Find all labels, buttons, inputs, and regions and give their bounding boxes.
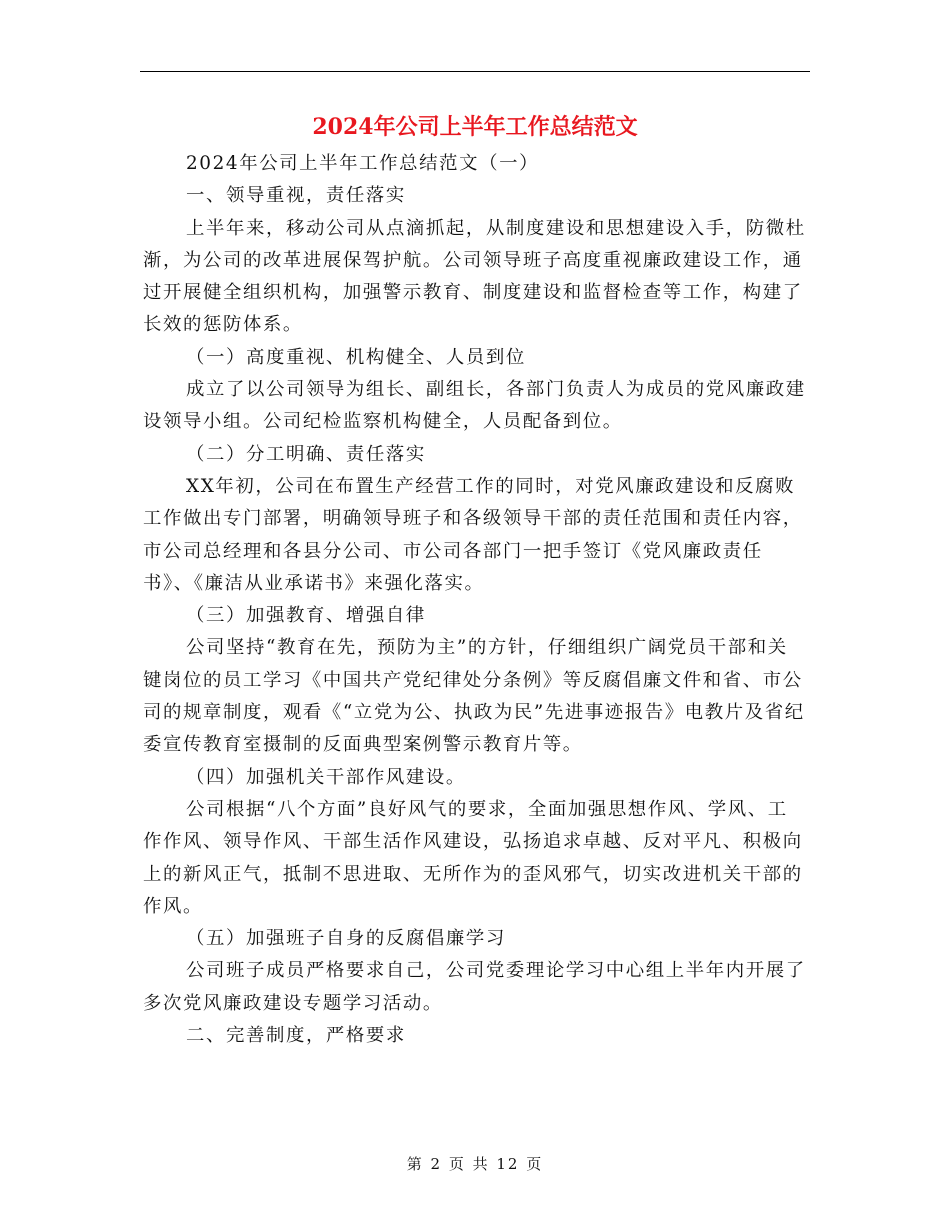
subsection-heading-3: （三）加强教育、增强自律: [186, 605, 426, 627]
body-paragraph: 公司坚持“教育在先，预防为主”的方针，仔细组织广阔党员干部和关键岗位的员工学习《中国共产党纪律处分条例》等反腐倡廉文件和省、市公司的规章制度，观看《“立党为公、执政为民”先进事迹报告》电教片及省纪委宣传教育室摄制的反面典型案例警示教育片等。: [143, 637, 805, 756]
subsection-heading-4: （四）加强机关干部作风建设。: [186, 766, 466, 788]
body-paragraph: 公司班子成员严格要求自己，公司党委理论学习中心组上半年内开展了多次党风廉政建设专题学习活动。: [143, 960, 806, 1014]
subsection-heading-5: （五）加强班子自身的反腐倡廉学习: [186, 928, 506, 950]
subtitle-paragraph: 2024年公司上半年工作总结范文（一）: [186, 153, 540, 174]
header-rule: [140, 71, 810, 72]
section-heading-2: 二、完善制度，严格要求: [186, 1025, 406, 1047]
body-paragraph: 上半年来，移动公司从点滴抓起，从制度建设和思想建设入手，防微杜渐，为公司的改革进展保驾护航。公司领导班子高度重视廉政建设工作，通过开展健全组织机构，加强警示教育、制度建设和监督检查等工作，构建了长效的惩防体系。: [143, 217, 806, 336]
document-title: 2024年公司上半年工作总结范文: [312, 114, 638, 140]
body-paragraph: 成立了以公司领导为组长、副组长，各部门负责人为成员的党风廉政建设领导小组。公司纪检监察机构健全，人员配备到位。: [143, 379, 806, 433]
subsection-heading-2: （二）分工明确、责任落实: [186, 443, 426, 465]
subsection-heading-1: （一）高度重视、机构健全、人员到位: [186, 346, 526, 368]
section-heading-1: 一、领导重视，责任落实: [186, 185, 406, 207]
page-footer: 第 2 页 共 12 页: [406, 1155, 544, 1173]
document-body: [143, 148, 807, 1052]
body-paragraph: 公司根据“八个方面”良好风气的要求，全面加强思想作风、学风、工作作风、领导作风、干部生活作风建设，弘扬追求卓越、反对平凡、积极向上的新风正气，抵制不思进取、无所作为的歪风邪气，切实改进机关干部的作风。: [143, 798, 803, 917]
body-paragraph: XX年初，公司在布置生产经营工作的同时，对党风廉政建设和反腐败工作做出专门部署，明确领导班子和各级领导干部的责任范围和责任内容，市公司总经理和各县分公司、市公司各部门一把手签订《党风廉政责任书》、《廉洁从业承诺书》来强化落实。: [143, 475, 803, 594]
